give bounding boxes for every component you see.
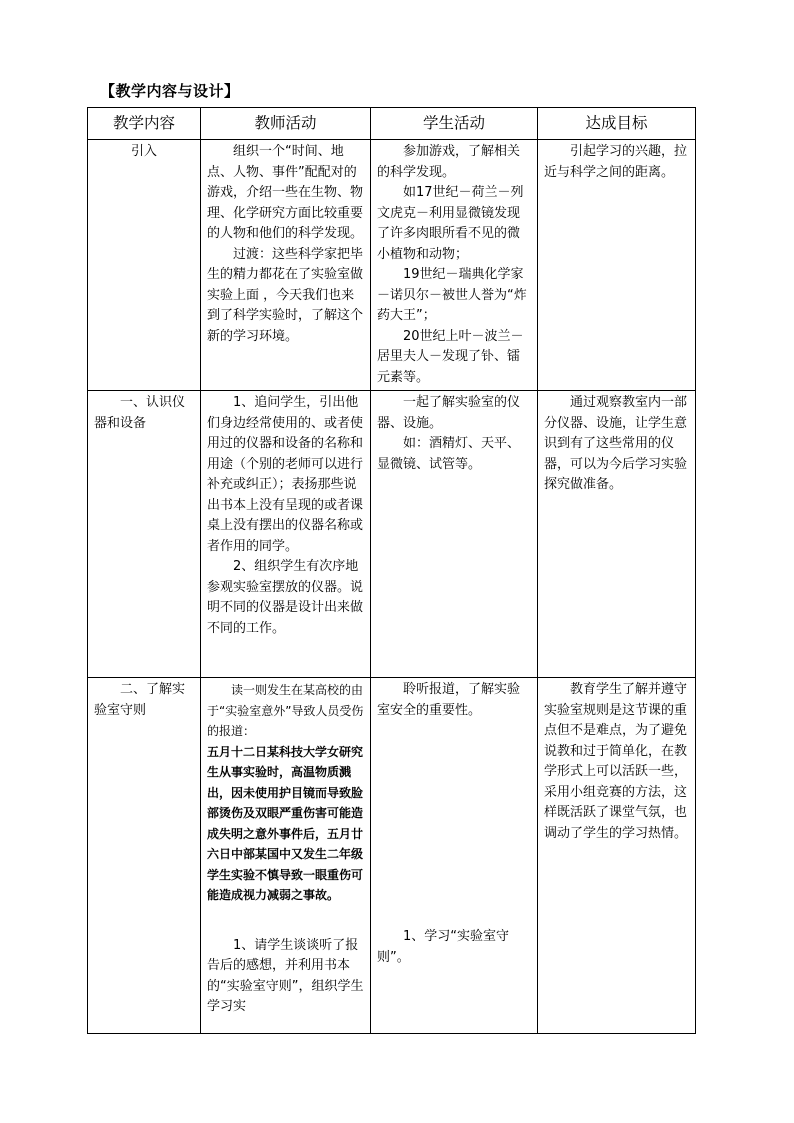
- goal-text: 引起学习的兴趣，拉近与科学之间的距离。: [544, 144, 688, 180]
- table-row: [88, 140, 696, 391]
- goal-cell: [538, 140, 696, 391]
- section-heading: 【教学内容与设计】: [100, 82, 240, 100]
- content-cell: [88, 140, 201, 391]
- goal-cell: [538, 391, 696, 678]
- student-cell: [371, 140, 538, 391]
- goal-cell: [538, 678, 696, 1034]
- table-row: [88, 391, 696, 678]
- table-header-row: [88, 108, 696, 140]
- student-text: 如：酒精灯、天平、显微镜、试管等。: [377, 436, 521, 472]
- table-row: [88, 678, 696, 1034]
- column-header-teacher: 教师活动: [201, 108, 371, 140]
- column-header-student: 学生活动: [371, 108, 538, 140]
- student-text: 如17世纪－荷兰－列文虎克－利用显微镜发现了许多肉眼所看不见的微小植物和动物；: [377, 185, 524, 262]
- teacher-text: 2、组织学生有次序地参观实验室摆放的仪器。说明不同的仪器是设计出来做不同的工作。: [207, 559, 364, 636]
- student-text: 1、学习“实验室守则”。: [377, 929, 510, 965]
- column-header-content: 教学内容: [88, 108, 201, 140]
- teacher-cell: [201, 391, 371, 678]
- student-text: 19世纪－瑞典化学家－诺贝尔－被世人誉为“炸药大王”；: [377, 267, 527, 323]
- content-label: 引入: [130, 144, 157, 159]
- student-text: 一起了解实验室的仪器、设施。: [377, 395, 521, 431]
- student-text: 聆听报道，了解实验室安全的重要性。: [377, 682, 521, 718]
- goal-text: 通过观察教室内一部分仪器、设施，让学生意识到有了这些常用的仪器，可以为今后学习实验探究做准备。: [544, 395, 688, 492]
- teacher-cell: [201, 140, 371, 391]
- lesson-plan-table: [87, 107, 696, 1034]
- news-report-text: 五月十二日某科技大学女研究生从事实验时，高温物质溅出，因未使用护目镜而导致脸部烫伤及双眼严重伤害可能造成失明之意外事件后，五月廿六日中部某国中又发生二年级学生实验不慎导致一眼重伤可能造成视力减弱之事故。: [207, 744, 364, 902]
- teacher-text: 组织一个“时间、地点、人物、事件”配配对的游戏，介绍一些在生物、物理、化学研究方面比较重要的人物和他们的科学发现。: [207, 144, 364, 241]
- student-cell: [371, 391, 538, 678]
- content-cell: [88, 391, 201, 678]
- content-cell: [88, 678, 201, 1034]
- teacher-cell: [201, 678, 371, 1034]
- content-label: 一、认识仪器和设备: [94, 395, 186, 431]
- teacher-text: 过渡：这些科学家把毕生的精力都花在了实验室做实验上面 ，今天我们也来到了科学实验时，了解这个新的学习环境。: [207, 246, 364, 344]
- student-text: 20世纪上叶－波兰－居里夫人－发现了钋、镭元素等。: [377, 328, 524, 385]
- goal-text: 教育学生了解并遵守实验室规则是这节课的重点但不是难点，为了避免说教和过于简单化，在教学形式上可以活跃一些，采用小组竞赛的方法，这样既活跃了课堂气氛，也调动了学生的学习热情。: [544, 682, 688, 841]
- teacher-text: 1、追问学生，引出他们身边经常使用的、或者使用过的仪器和设备的名称和用途（个别的老师可以进行补充或纠正）；表扬那些说出书本上没有呈现的或者课桌上没有摆出的仪器名称或者作用的同学。: [207, 395, 364, 554]
- teacher-text: 1、请学生谈谈听了报告后的感想，并利用书本的“实验室守则”，组织学生学习实: [207, 937, 364, 1014]
- content-label: 二、了解实验室守则: [94, 682, 186, 718]
- student-cell: [371, 678, 538, 1034]
- column-header-goal: 达成目标: [538, 108, 696, 140]
- student-text: 参加游戏，了解相关的科学发现。: [377, 144, 521, 180]
- teacher-intro-text: 读一则发生在某高校的由于“实验室意外”导致人员受伤的报道：: [207, 683, 364, 738]
